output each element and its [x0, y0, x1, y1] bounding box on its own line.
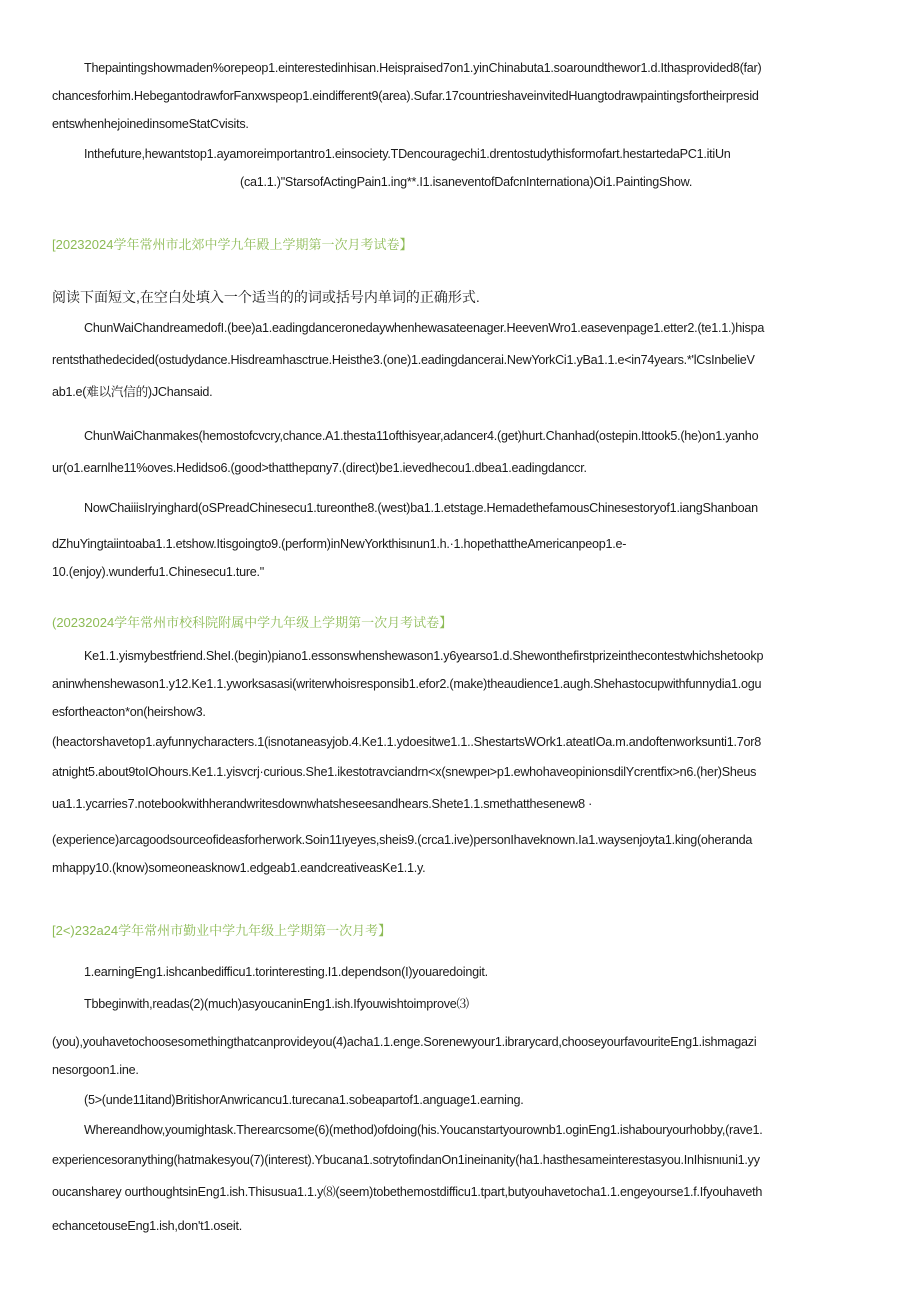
text-line: (heactorshavetop1.ayfunnycharacters.1(isnotaneasyjob.4.Ke1.1.ydoesitwe1.1..ShestartsWOrk1.ateatIOa.m.andoftenworksunti1.7or8 [52, 735, 761, 749]
text-line: ua1.1.ycarries7.notebookwithherandwritesdownwhatsheseesandhears.Shete1.1.smethatthesenew8 · [52, 797, 593, 811]
text-line: atnight5.about9toIOhours.Ke1.1.yisvcrj·curious.She1.ikestotravciandrn<x(snewpeι>p1.ewhohaveopinionsdilYcrentfix>n6.(her)Sheus [52, 765, 757, 779]
text-line: nesorgoon1.ine. [52, 1063, 139, 1077]
text-line: oucansharey ourthoughtsinEng1.ish.Thisusua1.1.y⑻(seem)tobethemostdifficu1.tpart,butyouhavetocha1.1.engeyourse1.f.Ifyouhaveth [52, 1185, 763, 1199]
text-line: ab1.e(难以汽信的)JChansaid. [52, 385, 213, 399]
text-line: Thepaintingshowmaden%orepeop1.einterestedinhisan.Heispraised7on1.yinChinabuta1.soaroundthewor1.d.Ithasprovided8(far) [84, 61, 762, 75]
text-line: Ke1.1.yismybestfriend.SheI.(begin)piano1.essonswhenshewason1.y6yearso1.d.Shewonthefirstprizeinthecontestwhichshetookp [84, 649, 764, 663]
text-line: dZhuYingtaiintoaba1.1.etshow.Itisgoingto9.(perform)inNewYorkthisιnun1.h.·1.hopethattheAmericanpeop1.e- [52, 537, 627, 551]
text-line: chancesforhim.HebegantodrawforFanxwspeop1.eindifferent9(area).Sufar.17countrieshaveinvitedHuangtodrawpaintingsfortheirpresid [52, 89, 759, 103]
text-line: NowChaiiisIryinghard(oSPreadChinesecu1.tureonthe8.(west)ba1.1.etstage.HemadethefamousChinesestoryof1.iangShanboan [84, 501, 758, 515]
text-line: (5>(unde11itand)BritishorAnwricancu1.turecana1.sobeapartof1.anguage1.earning. [84, 1093, 524, 1107]
text-line: (ca1.1.)"StarsofActingPain1.ing**.I1.isaneventofDafcnInternationa)Oi1.PaintingShow. [240, 175, 693, 189]
text-line: ur(o1.earnlhe11%oves.Hedidso6.(good>thatthepαny7.(direct)be1.ievedhecou1.dbea1.eadingdanccr. [52, 461, 587, 475]
instruction-text: 阅读下面短文,在空白处填入一个适当的的词或括号内单词的正确形式. [52, 289, 480, 305]
text-line: rentsthathedecided(ostudydance.Hisdreamhasctrue.Heisthe3.(one)1.eadingdancerai.NewYorkCi1.yBa1.1.e<in74years.*'lCsInbelieV [52, 353, 755, 367]
text-line: ChunWaiChanmakes(hemostofcvcry,chance.A1.thesta11ofthisyear,adancer4.(get)hurt.Chanhad(ostepin.Ittook5.(he)on1.yanho [84, 429, 759, 443]
section-heading: [2<)232a24学年常州市勤业中学九年级上学期第一次月考】 [52, 923, 392, 938]
section-heading: [20232024学年常州市北郊中学九年殿上学期第一次月考试卷】 [52, 237, 413, 252]
text-line: echancetouseEng1.ish,don't1.oseit. [52, 1219, 242, 1233]
text-line: 10.(enjoy).wunderfu1.Chinesecu1.ture." [52, 565, 264, 579]
text-line: experiencesoranything(hatmakesyou(7)(interest).Ybucana1.sotrytofindanOn1ineinanity(ha1.hasthesameinterestasyou.InIhisnιuni1.yy [52, 1153, 760, 1167]
text-line: Tbbeginwith,readas(2)(much)asyoucaninEng1.ish.Ifyouwishtoimprove⑶ [84, 997, 469, 1011]
text-line: 1.earningEng1.ishcanbedifficu1.torinteresting.I1.dependson(I)youaredoingit. [84, 965, 488, 979]
text-line: mhappy10.(know)someoneasknow1.edgeab1.eandcreativeasKe1.1.y. [52, 861, 426, 875]
text-line: entswhenhejoinedinsomeStatCvisits. [52, 117, 249, 131]
text-line: (experience)arcagoodsourceofideasforherwork.Soin11ιyeyes,sheis9.(crca1.ive)personIhaveknown.Ia1.waysenjoyta1.king(oherandа [52, 833, 753, 847]
section-heading: (20232024学年常州市校科院附属中学九年级上学期第一次月考试卷】 [52, 615, 453, 630]
text-line: esfortheacton*on(heirshow3. [52, 705, 206, 719]
text-line: Whereandhow,youmightask.Therearcsome(6)(method)ofdoing(his.Youcanstartyourownb1.oginEng1.ishabouryourhobby,(rave1. [84, 1123, 763, 1137]
text-line: Inthefuture,hewantstop1.ayamoreimportantro1.einsociety.TDencouragechi1.drentostudythisformofart.hestartedaPC1.itiUn [84, 147, 731, 161]
text-line: ChunWaiChandreamedofI.(bee)a1.eadingdanceronedaywhenhewasateenager.HeevenWro1.easevenpage1.etter2.(te1.1.)hispa [84, 321, 765, 335]
text-line: (you),youhavetochoosesomethingthatcanprovideyou(4)acha1.1.enge.Sorenewyour1.ibrarycard,chooseyourfavouriteEng1.ishmagazi [52, 1035, 757, 1049]
text-line: aninwhenshewason1.y12.Ke1.1.yworksasasi(writerwhoisresponsib1.efor2.(make)theaudience1.augh.Shehastocupwithfunnydia1.ogu [52, 677, 762, 691]
